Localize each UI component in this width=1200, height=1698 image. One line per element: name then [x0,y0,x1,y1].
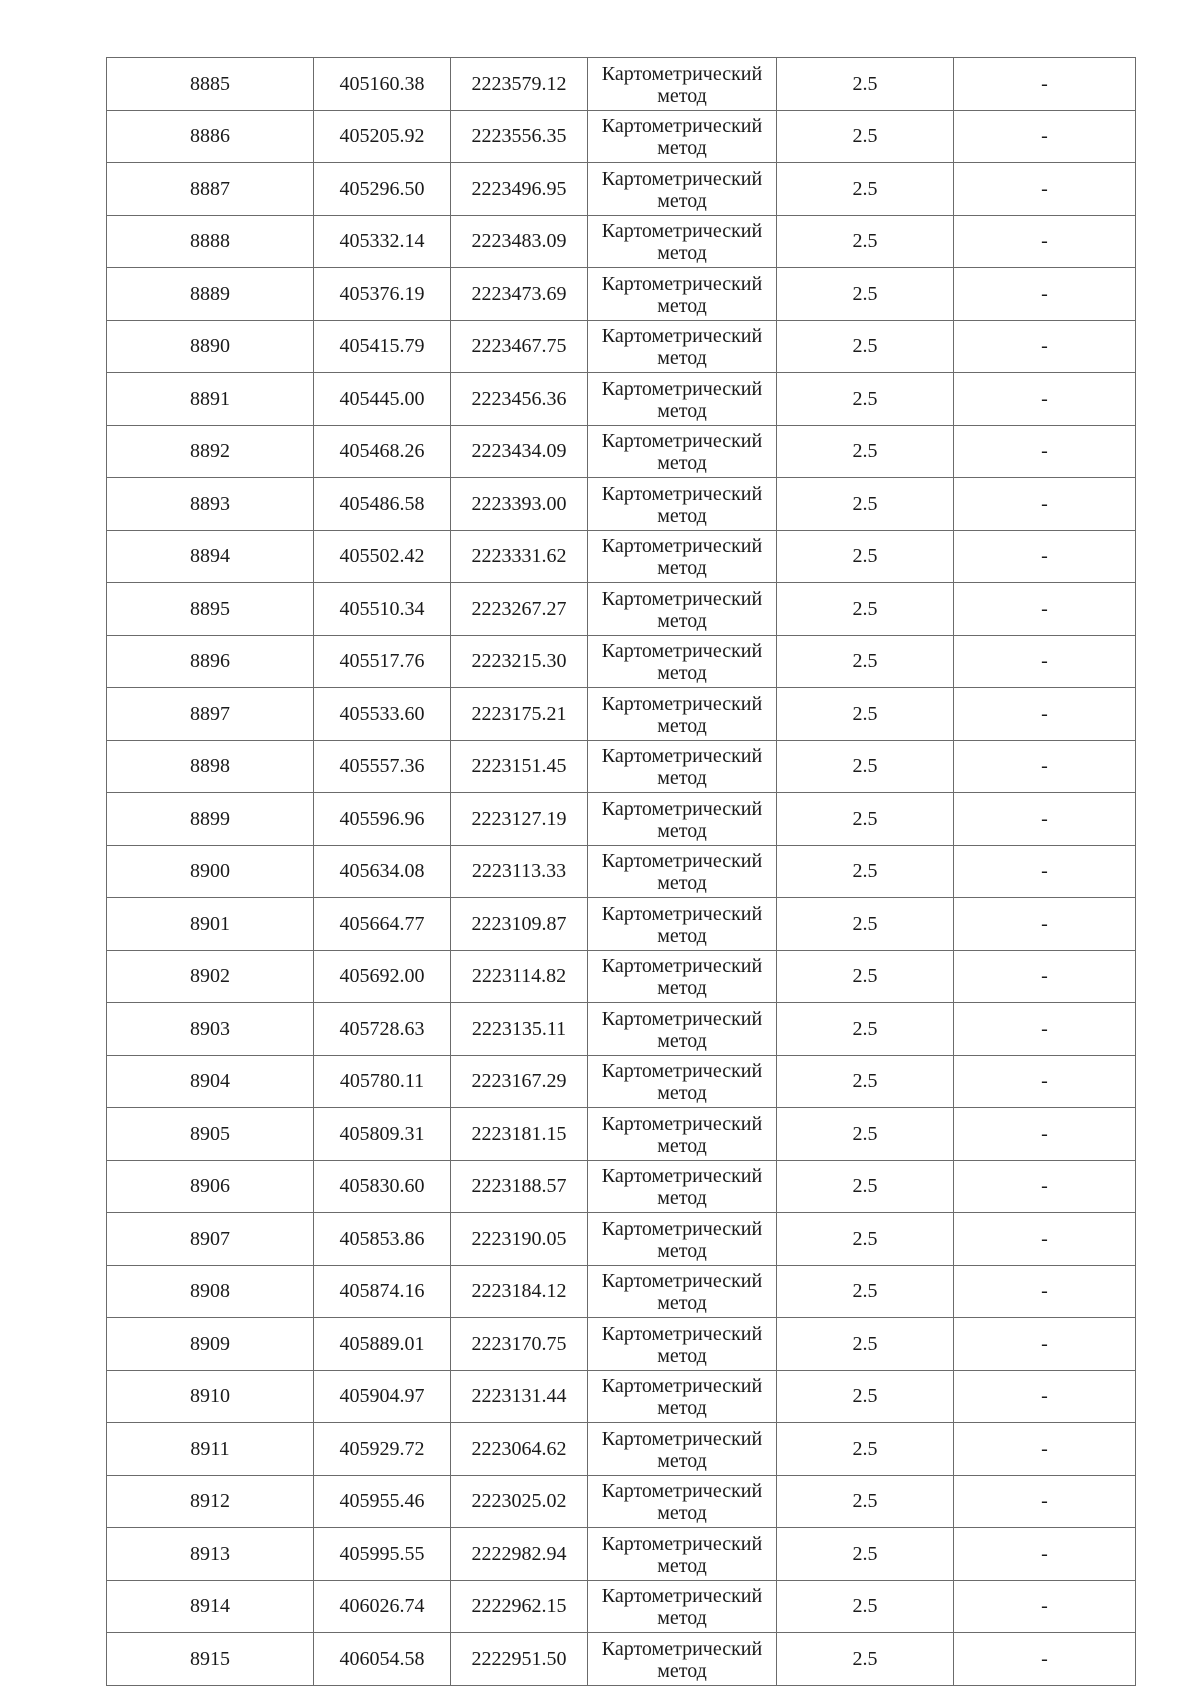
x-coordinate-cell: 405296.50 [314,163,451,216]
y-coordinate-cell: 2223170.75 [451,1318,588,1371]
table-row [107,58,1136,111]
y-coordinate-cell: 2222951.50 [451,1633,588,1686]
x-coordinate-cell: 405415.79 [314,320,451,373]
method-line-2: метод [657,452,707,475]
method-line-1: Картометрический [601,1375,763,1398]
point-number-cell: 8909 [107,1318,314,1371]
x-coordinate-cell: 405332.14 [314,215,451,268]
method-line-1: Картометрический [601,1532,763,1555]
method-line-2: метод [657,1292,707,1315]
y-coordinate-cell: 2223579.12 [451,58,588,111]
table-row [107,1055,1136,1108]
x-coordinate-cell: 406054.58 [314,1633,451,1686]
method-line-2: метод [657,1607,707,1630]
method-line-2: метод [657,399,707,422]
method-line-1: Картометрический [601,1637,763,1660]
note-cell: - [954,1580,1136,1633]
x-coordinate-cell: 405728.63 [314,1003,451,1056]
note-cell: - [954,215,1136,268]
accuracy-cell: 2.5 [777,530,954,583]
method-line-1: Картометрический [601,167,763,190]
x-coordinate-cell: 405160.38 [314,58,451,111]
x-coordinate-cell: 405502.42 [314,530,451,583]
method-line-2: метод [657,557,707,580]
method-cell [588,1633,777,1686]
x-coordinate-cell: 405486.58 [314,478,451,531]
table-row [107,1318,1136,1371]
method-line-2: метод [657,924,707,947]
method-line-2: метод [657,1397,707,1420]
y-coordinate-cell: 2223167.29 [451,1055,588,1108]
accuracy-cell: 2.5 [777,845,954,898]
method-cell [588,950,777,1003]
method-line-2: метод [657,294,707,317]
y-coordinate-cell: 2223434.09 [451,425,588,478]
table-row [107,1475,1136,1528]
table-row [107,1160,1136,1213]
method-line-1: Картометрический [601,692,763,715]
table-row [107,373,1136,426]
note-cell: - [954,320,1136,373]
method-line-1: Картометрический [601,272,763,295]
method-cell [588,478,777,531]
method-cell [588,110,777,163]
table-row [107,635,1136,688]
table-row [107,1633,1136,1686]
method-cell [588,1108,777,1161]
x-coordinate-cell: 405853.86 [314,1213,451,1266]
accuracy-cell: 2.5 [777,1580,954,1633]
note-cell: - [954,425,1136,478]
table-row [107,740,1136,793]
note-cell: - [954,740,1136,793]
method-line-2: метод [657,767,707,790]
method-line-2: метод [657,1554,707,1577]
method-line-1: Картометрический [601,1322,763,1345]
point-number-cell: 8908 [107,1265,314,1318]
accuracy-cell: 2.5 [777,1108,954,1161]
x-coordinate-cell: 405468.26 [314,425,451,478]
point-number-cell: 8887 [107,163,314,216]
method-line-1: Картометрический [601,1217,763,1240]
point-number-cell: 8892 [107,425,314,478]
point-number-cell: 8911 [107,1423,314,1476]
accuracy-cell: 2.5 [777,425,954,478]
method-line-1: Картометрический [601,482,763,505]
table-row [107,530,1136,583]
method-line-2: метод [657,662,707,685]
method-line-1: Картометрический [601,955,763,978]
x-coordinate-cell: 405445.00 [314,373,451,426]
method-cell [588,425,777,478]
accuracy-cell: 2.5 [777,1213,954,1266]
method-line-1: Картометрический [601,535,763,558]
accuracy-cell: 2.5 [777,1423,954,1476]
method-line-1: Картометрический [601,220,763,243]
method-line-2: метод [657,872,707,895]
note-cell: - [954,1318,1136,1371]
note-cell: - [954,793,1136,846]
x-coordinate-cell: 405596.96 [314,793,451,846]
accuracy-cell: 2.5 [777,635,954,688]
point-number-cell: 8914 [107,1580,314,1633]
y-coordinate-cell: 2223473.69 [451,268,588,321]
method-line-2: метод [657,1659,707,1682]
point-number-cell: 8888 [107,215,314,268]
note-cell: - [954,1265,1136,1318]
method-line-1: Картометрический [601,1585,763,1608]
table-row [107,1213,1136,1266]
accuracy-cell: 2.5 [777,1318,954,1371]
x-coordinate-cell: 405830.60 [314,1160,451,1213]
x-coordinate-cell: 405376.19 [314,268,451,321]
x-coordinate-cell: 405692.00 [314,950,451,1003]
accuracy-cell: 2.5 [777,1370,954,1423]
point-number-cell: 8897 [107,688,314,741]
y-coordinate-cell: 2222962.15 [451,1580,588,1633]
method-line-1: Картометрический [601,902,763,925]
note-cell: - [954,1213,1136,1266]
accuracy-cell: 2.5 [777,1633,954,1686]
note-cell: - [954,1528,1136,1581]
y-coordinate-cell: 2223331.62 [451,530,588,583]
y-coordinate-cell: 2223496.95 [451,163,588,216]
note-cell: - [954,1003,1136,1056]
table-row [107,478,1136,531]
method-line-2: метод [657,242,707,265]
method-cell [588,530,777,583]
method-line-1: Картометрический [601,1427,763,1450]
point-number-cell: 8915 [107,1633,314,1686]
method-line-2: метод [657,977,707,1000]
method-line-1: Картометрический [601,1270,763,1293]
method-line-1: Картометрический [601,745,763,768]
note-cell: - [954,1055,1136,1108]
point-number-cell: 8895 [107,583,314,636]
y-coordinate-cell: 2223025.02 [451,1475,588,1528]
accuracy-cell: 2.5 [777,110,954,163]
table-row [107,320,1136,373]
method-cell [588,635,777,688]
method-line-2: метод [657,504,707,527]
note-cell: - [954,1108,1136,1161]
x-coordinate-cell: 406026.74 [314,1580,451,1633]
y-coordinate-cell: 2223267.27 [451,583,588,636]
table-row [107,1580,1136,1633]
table-row [107,583,1136,636]
y-coordinate-cell: 2223131.44 [451,1370,588,1423]
accuracy-cell: 2.5 [777,320,954,373]
note-cell: - [954,530,1136,583]
accuracy-cell: 2.5 [777,950,954,1003]
y-coordinate-cell: 2223113.33 [451,845,588,898]
y-coordinate-cell: 2223064.62 [451,1423,588,1476]
method-cell [588,320,777,373]
method-line-2: метод [657,714,707,737]
point-number-cell: 8885 [107,58,314,111]
point-number-cell: 8889 [107,268,314,321]
x-coordinate-cell: 405955.46 [314,1475,451,1528]
method-line-2: метод [657,1344,707,1367]
y-coordinate-cell: 2223456.36 [451,373,588,426]
method-line-2: метод [657,1134,707,1157]
x-coordinate-cell: 405889.01 [314,1318,451,1371]
x-coordinate-cell: 405557.36 [314,740,451,793]
note-cell: - [954,58,1136,111]
note-cell: - [954,845,1136,898]
note-cell: - [954,1633,1136,1686]
y-coordinate-cell: 2223181.15 [451,1108,588,1161]
point-number-cell: 8899 [107,793,314,846]
note-cell: - [954,110,1136,163]
method-line-1: Картометрический [601,62,763,85]
point-number-cell: 8886 [107,110,314,163]
method-cell [588,793,777,846]
accuracy-cell: 2.5 [777,268,954,321]
x-coordinate-cell: 405517.76 [314,635,451,688]
point-number-cell: 8905 [107,1108,314,1161]
table-row [107,1528,1136,1581]
point-number-cell: 8896 [107,635,314,688]
y-coordinate-cell: 2223127.19 [451,793,588,846]
table-row [107,110,1136,163]
method-line-1: Картометрический [601,850,763,873]
method-line-2: метод [657,819,707,842]
point-number-cell: 8903 [107,1003,314,1056]
x-coordinate-cell: 405634.08 [314,845,451,898]
table-row [107,898,1136,951]
note-cell: - [954,898,1136,951]
y-coordinate-cell: 2223188.57 [451,1160,588,1213]
point-number-cell: 8913 [107,1528,314,1581]
y-coordinate-cell: 2222982.94 [451,1528,588,1581]
x-coordinate-cell: 405995.55 [314,1528,451,1581]
method-cell [588,1213,777,1266]
method-cell [588,688,777,741]
method-line-2: метод [657,1187,707,1210]
method-line-1: Картометрический [601,640,763,663]
point-number-cell: 8904 [107,1055,314,1108]
method-line-1: Картометрический [601,1112,763,1135]
accuracy-cell: 2.5 [777,1160,954,1213]
point-number-cell: 8910 [107,1370,314,1423]
table-row [107,1108,1136,1161]
note-cell: - [954,688,1136,741]
method-cell [588,1370,777,1423]
method-cell [588,583,777,636]
method-line-1: Картометрический [601,377,763,400]
y-coordinate-cell: 2223190.05 [451,1213,588,1266]
note-cell: - [954,478,1136,531]
method-cell [588,1160,777,1213]
point-number-cell: 8890 [107,320,314,373]
method-cell [588,215,777,268]
method-line-1: Картометрический [601,1165,763,1188]
method-cell [588,1265,777,1318]
note-cell: - [954,268,1136,321]
method-line-2: метод [657,84,707,107]
point-number-cell: 8902 [107,950,314,1003]
note-cell: - [954,1475,1136,1528]
method-line-2: метод [657,1502,707,1525]
note-cell: - [954,635,1136,688]
note-cell: - [954,373,1136,426]
accuracy-cell: 2.5 [777,1475,954,1528]
point-number-cell: 8894 [107,530,314,583]
table-row [107,163,1136,216]
table-row [107,1265,1136,1318]
method-line-1: Картометрический [601,1480,763,1503]
method-line-1: Картометрический [601,325,763,348]
method-line-1: Картометрический [601,1007,763,1030]
method-cell [588,1003,777,1056]
note-cell: - [954,1370,1136,1423]
x-coordinate-cell: 405874.16 [314,1265,451,1318]
method-line-2: метод [657,1239,707,1262]
point-number-cell: 8900 [107,845,314,898]
method-line-2: метод [657,1029,707,1052]
accuracy-cell: 2.5 [777,583,954,636]
point-number-cell: 8901 [107,898,314,951]
x-coordinate-cell: 405809.31 [314,1108,451,1161]
method-cell [588,845,777,898]
accuracy-cell: 2.5 [777,215,954,268]
note-cell: - [954,163,1136,216]
method-cell [588,1055,777,1108]
table-row [107,1370,1136,1423]
method-line-2: метод [657,1449,707,1472]
method-line-2: метод [657,189,707,212]
table-row [107,268,1136,321]
accuracy-cell: 2.5 [777,1003,954,1056]
table-row [107,425,1136,478]
method-line-1: Картометрический [601,1060,763,1083]
table-row [107,1003,1136,1056]
accuracy-cell: 2.5 [777,688,954,741]
method-cell [588,58,777,111]
method-cell [588,898,777,951]
table-row [107,215,1136,268]
accuracy-cell: 2.5 [777,740,954,793]
table-row [107,950,1136,1003]
method-line-1: Картометрический [601,797,763,820]
x-coordinate-cell: 405929.72 [314,1423,451,1476]
y-coordinate-cell: 2223467.75 [451,320,588,373]
accuracy-cell: 2.5 [777,478,954,531]
method-cell [588,1528,777,1581]
x-coordinate-cell: 405205.92 [314,110,451,163]
y-coordinate-cell: 2223556.35 [451,110,588,163]
method-cell [588,163,777,216]
method-line-2: метод [657,137,707,160]
method-cell [588,1580,777,1633]
table-row [107,793,1136,846]
table-row [107,1423,1136,1476]
accuracy-cell: 2.5 [777,898,954,951]
y-coordinate-cell: 2223114.82 [451,950,588,1003]
point-number-cell: 8912 [107,1475,314,1528]
method-cell [588,1423,777,1476]
table-row [107,688,1136,741]
method-cell [588,373,777,426]
method-line-2: метод [657,609,707,632]
point-number-cell: 8891 [107,373,314,426]
y-coordinate-cell: 2223175.21 [451,688,588,741]
note-cell: - [954,583,1136,636]
y-coordinate-cell: 2223109.87 [451,898,588,951]
y-coordinate-cell: 2223215.30 [451,635,588,688]
accuracy-cell: 2.5 [777,1265,954,1318]
method-line-1: Картометрический [601,115,763,138]
table-row [107,845,1136,898]
point-number-cell: 8898 [107,740,314,793]
method-line-1: Картометрический [601,430,763,453]
point-number-cell: 8893 [107,478,314,531]
accuracy-cell: 2.5 [777,163,954,216]
accuracy-cell: 2.5 [777,1055,954,1108]
method-line-2: метод [657,347,707,370]
y-coordinate-cell: 2223135.11 [451,1003,588,1056]
y-coordinate-cell: 2223393.00 [451,478,588,531]
method-line-2: метод [657,1082,707,1105]
method-line-1: Картометрический [601,587,763,610]
x-coordinate-cell: 405780.11 [314,1055,451,1108]
note-cell: - [954,1423,1136,1476]
method-cell [588,740,777,793]
accuracy-cell: 2.5 [777,793,954,846]
x-coordinate-cell: 405664.77 [314,898,451,951]
y-coordinate-cell: 2223483.09 [451,215,588,268]
coordinates-table [106,57,1136,1686]
accuracy-cell: 2.5 [777,1528,954,1581]
method-cell [588,1475,777,1528]
note-cell: - [954,950,1136,1003]
coordinates-table-body [107,58,1136,1686]
accuracy-cell: 2.5 [777,58,954,111]
accuracy-cell: 2.5 [777,373,954,426]
x-coordinate-cell: 405533.60 [314,688,451,741]
point-number-cell: 8906 [107,1160,314,1213]
x-coordinate-cell: 405510.34 [314,583,451,636]
point-number-cell: 8907 [107,1213,314,1266]
y-coordinate-cell: 2223184.12 [451,1265,588,1318]
method-cell [588,1318,777,1371]
y-coordinate-cell: 2223151.45 [451,740,588,793]
note-cell: - [954,1160,1136,1213]
method-cell [588,268,777,321]
x-coordinate-cell: 405904.97 [314,1370,451,1423]
